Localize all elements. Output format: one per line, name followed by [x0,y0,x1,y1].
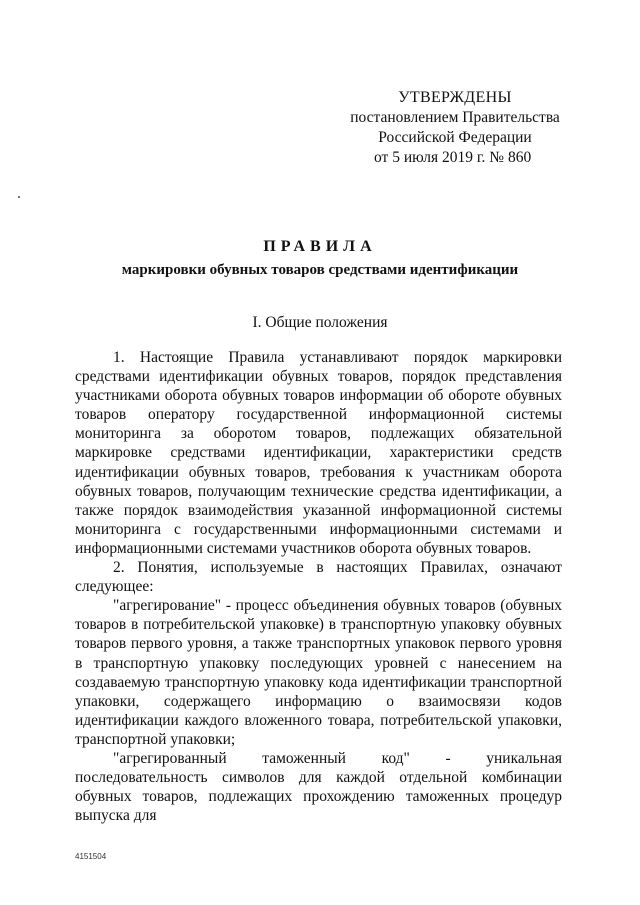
document-subtitle: маркировки обувных товаров средствами идентификации [121,262,519,278]
document-title: ПРАВИЛА [263,238,377,255]
approval-heading: УТВЕРЖДЕНЫ [398,89,512,106]
document-body [75,348,562,825]
paragraph: "агрегированный таможенный код" - уникальная последовательность символов для каждой отдельной комбинации обувных товаров, подлежащих прохождению таможенных процедур выпуска для [75,749,562,825]
margin-dot [18,196,20,198]
approval-line-3: от 5 июля 2019 г. № 860 [374,149,532,166]
footer-code: 4151504 [75,852,107,861]
approval-line-1: постановлением Правительства [350,109,560,126]
approval-line-2: Российской Федерации [378,129,532,146]
paragraph: 1. Настоящие Правила устанавливают порядок маркировки средствами идентификации обувных товаров, порядок представления участниками оборота обувных товаров информации об обороте обувных товаров оператору государственной информационной системы мониторинга за оборотом товаров, подлежащих обязательной маркировке средствами идентификации, характеристики средств идентификации обувных товаров, требования к участникам оборота обувных товаров, получающим технические средства идентификации, а также порядок взаимодействия указанной информационной системы мониторинга с государственными информационными системами и информационными системами участников оборота обувных товаров. [75,349,562,557]
approval-block [340,88,570,168]
section-heading: I. Общие положения [252,314,388,331]
paragraph: "агрегирование" - процесс объединения обувных товаров (обувных товаров в потребительской упаковке) в транспортную упаковку обувных товаров первого уровня, а также транспортных упаковок первого уровня в транспортную упаковку последующих уровней с нанесением на создаваемую транспортную упаковку кода идентификации транспортной упаковки, содержащего информацию о взаимосвязи кодов идентификации каждого вложенного товара, потребительской упаковки, транспортной упаковки; [75,597,562,748]
paragraph: 2. Понятия, используемые в настоящих Правилах, означают следующее: [75,559,562,596]
